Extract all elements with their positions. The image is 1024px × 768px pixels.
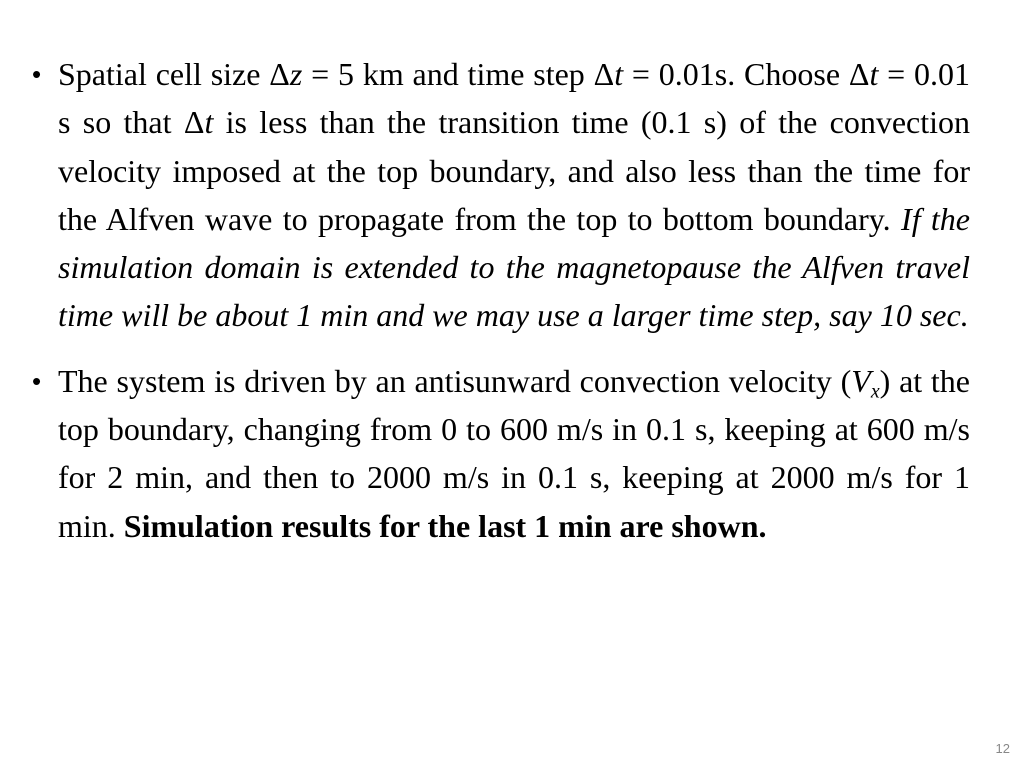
math-variable-t: t — [204, 104, 214, 141]
bullet-marker: • — [32, 59, 42, 89]
math-subscript-x: x — [870, 380, 880, 403]
math-variable-t: t — [869, 56, 879, 92]
text-run: Spatial cell size Δ — [58, 56, 290, 92]
math-variable-z: z — [289, 56, 303, 92]
bullet-item-timestep — [32, 50, 970, 340]
bullet-marker: • — [32, 365, 42, 396]
page-number: 12 — [995, 741, 1010, 756]
italic-note: If the simulation domain is extended to the magnetopause the Alfven travel time will be about 1 min and we may use a larger time step, say 10 sec. — [58, 200, 971, 334]
math-variable-t: t — [614, 56, 624, 92]
text-run: The system is driven by an antisunward convection velocity ( — [58, 362, 852, 399]
bold-conclusion: Simulation results for the last 1 min are shown. — [123, 507, 767, 544]
text-run: ) at the top boundary, changing from 0 to 600 m/s in 0.1 s, keeping at 600 m/s for 2 min, and then to 2000 m/s in 0.1 s, keeping at 2000 m/s for 1 min. — [58, 362, 971, 544]
text-run: = 5 km and time step Δ — [302, 56, 615, 92]
bullet-item-driving — [32, 357, 970, 550]
math-variable-v: V — [851, 362, 871, 399]
text-run: = 0.01s. Choose Δ — [623, 56, 870, 92]
text-run: is less than the transition time (0.1 s) of the convection velocity imposed at the top boundary, and also less than the time for the Alfven wave to propagate from the top to bottom boundary. — [58, 104, 971, 237]
text-run: = 0.01 s so that Δ — [58, 56, 971, 141]
bullet-list — [32, 50, 970, 550]
